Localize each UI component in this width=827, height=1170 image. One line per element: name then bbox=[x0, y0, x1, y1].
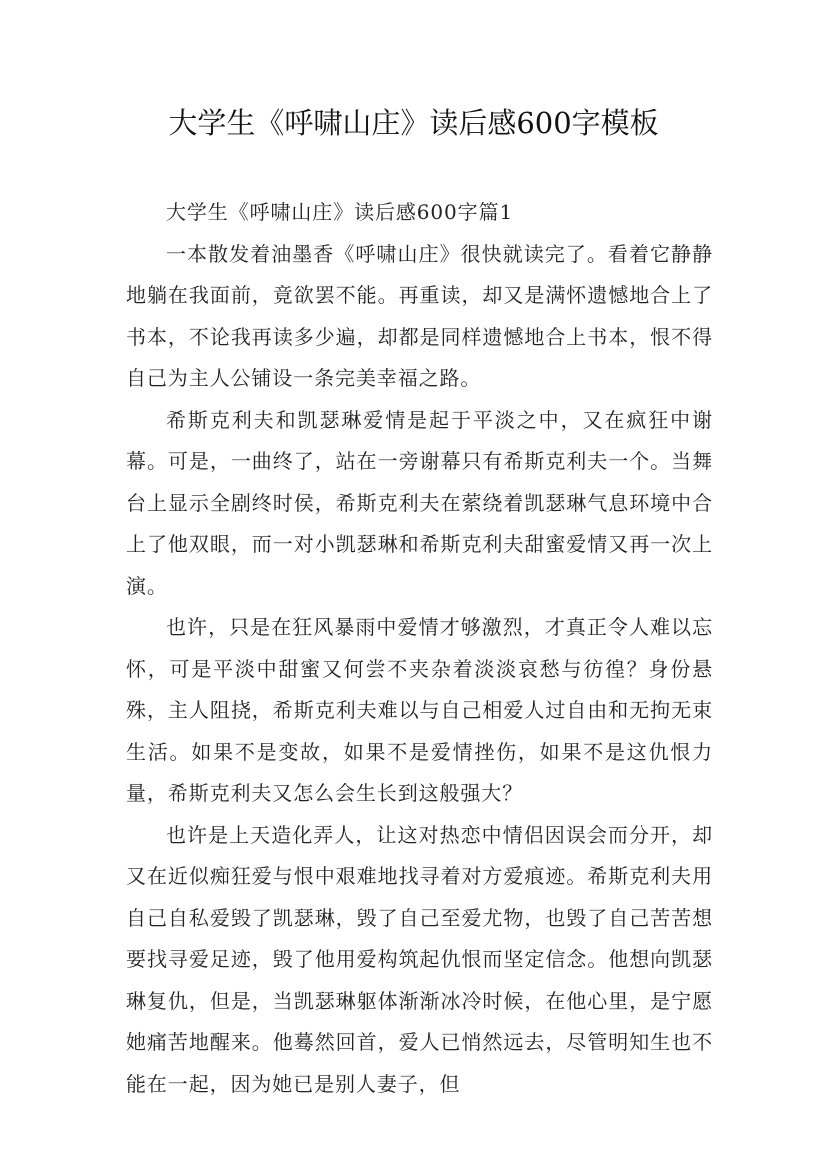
paragraph-4: 也许是上天造化弄人，让这对热恋中情侣因误会而分开，却又在近似痴狂爱与恨中艰难地找寻着对方爱痕迹。希斯克利夫用自己自私爱毁了凯瑟琳，毁了自己至爱尤物，也毁了自己苦苦想要找寻爱足迹，毁了他用爱构筑起仇恨而坚定信念。他想向凯瑟琳复仇，但是，当凯瑟琳躯体渐渐冰冷时候，在他心里，是宁愿她痛苦地醒来。他蓦然回首，爱人已悄然远去，尽管明知生也不能在一起，因为她已是别人妻子，但 bbox=[126, 822, 713, 1096]
paragraph-2: 希斯克利夫和凯瑟琳爱情是起于平淡之中，又在疯狂中谢幕。可是，一曲终了，站在一旁谢幕只有希斯克利夫一个。当舞台上显示全剧终时侯，希斯克利夫在萦绕着凯瑟琳气息环境中合上了他双眼，而一对小凯瑟琳和希斯克利夫甜蜜爱情又再一次上演。 bbox=[126, 407, 713, 598]
paragraph-3: 也许，只是在狂风暴雨中爱情才够激烈，才真正令人难以忘怀，可是平淡中甜蜜又何尝不夹杂着淡淡哀愁与彷徨？身份悬殊，主人阻挠，希斯克利夫难以与自己相爱人过自由和无拘无束生活。如果不是变故，如果不是爱情挫伤，如果不是这仇恨力量，希斯克利夫又怎么会生长到这般强大？ bbox=[126, 615, 713, 805]
section-heading: 大学生《呼啸山庄》读后感600字篇1 bbox=[166, 200, 514, 224]
document-body bbox=[126, 192, 713, 1105]
paragraph-1: 一本散发着油墨香《呼啸山庄》很快就读完了。看着它静静地躺在我面前，竟欲罢不能。再重读，却又是满怀遗憾地合上了书本，不论我再读多少遍，却都是同样遗憾地合上书本，恨不得自己为主人公铺设一条完美幸福之路。 bbox=[126, 241, 713, 390]
document-title: 大学生《呼啸山庄》读后感600字模板 bbox=[168, 106, 659, 140]
